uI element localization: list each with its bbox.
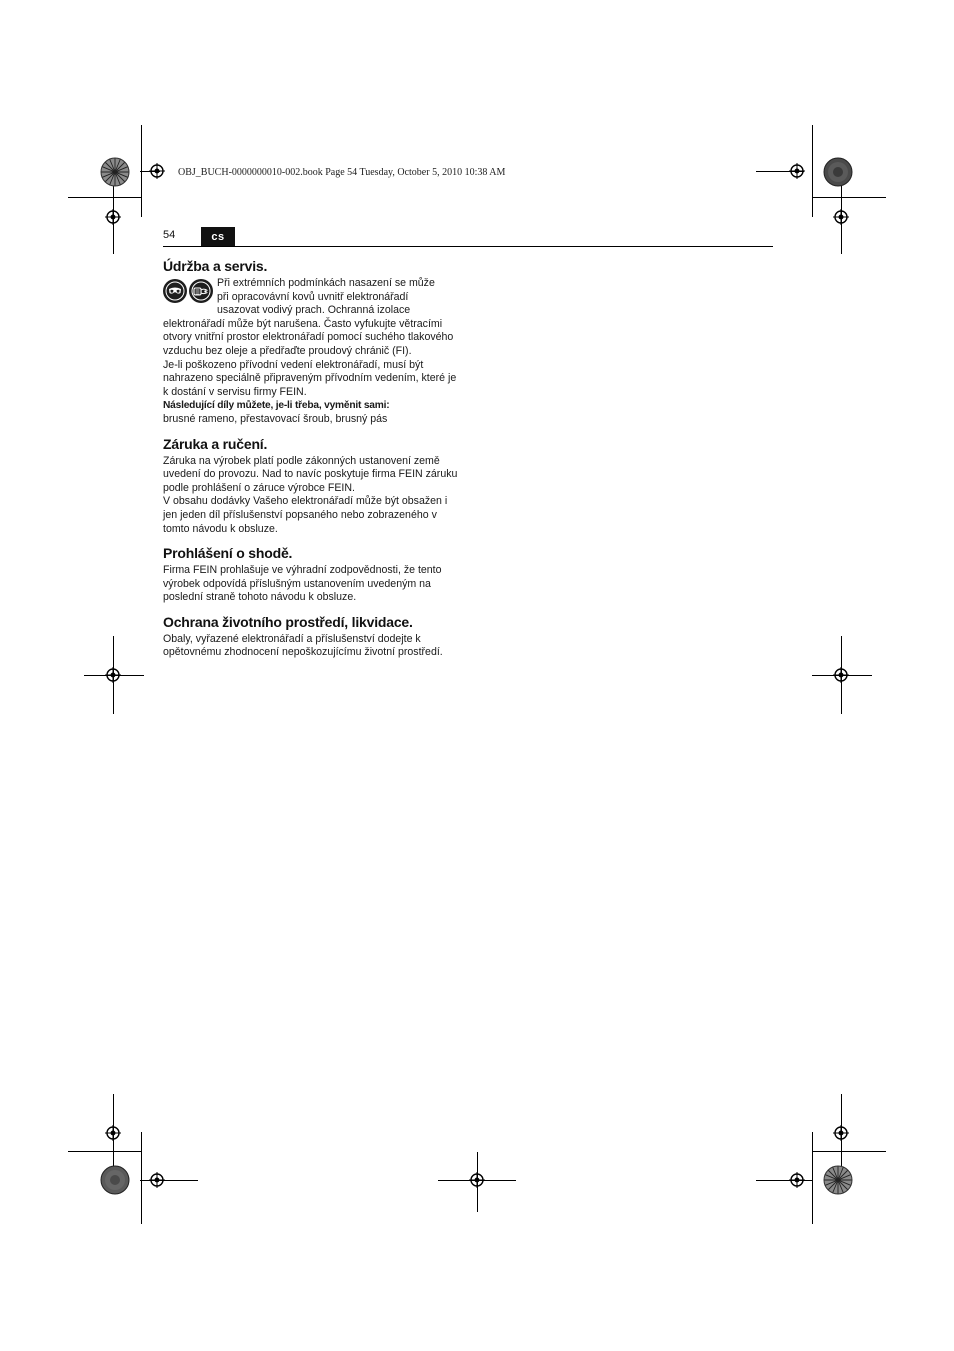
section-title: Ochrana životního prostředí, likvidace. [163, 613, 413, 630]
disposal-paragraph: Obaly, vyřazené elektronářadí a příslušenství dodejte k opětovnému zhodnocení nepoškozujícímu životní prostředí. [163, 632, 443, 659]
safety-icons [163, 277, 217, 318]
cable-paragraph: Je-li poškozeno přívodní vedení elektronářadí, musí být nahrazeno speciálně připraveným přívodním vedením, které je k dostání v servisu firmy FEIN. [163, 358, 457, 398]
intro-line: při opracovávní kovů uvnitř elektronářadí [217, 290, 409, 303]
intro-text [217, 277, 459, 318]
dust-mask-icon [189, 279, 213, 303]
registration-mark-icon [833, 1125, 849, 1141]
registration-mark-icon [105, 1125, 121, 1141]
registration-mark-icon [105, 667, 121, 683]
page-number: 54 [163, 229, 176, 241]
safety-goggles-icon [163, 279, 187, 303]
book-info-line: OBJ_BUCH-0000000010-002.book Page 54 Tuesday, October 5, 2010 10:38 AM [178, 167, 506, 178]
registration-mark-icon [469, 1172, 485, 1188]
registration-mark-icon [833, 667, 849, 683]
maintenance-paragraph: elektronářadí může být narušena. Často vyfukujte větracími otvory vnitřní prostor elektronářadí pomocí suchého tlakového vzduchu bez oleje a předřaďte proudový chránič (FI). [163, 317, 454, 357]
replaceable-parts-list: brusné rameno, přestavovací šroub, brusný pás [163, 412, 388, 425]
delivery-paragraph: V obsahu dodávky Vašeho elektronářadí může být obsažen i jen jeden díl příslušenství popsaného nebo zobrazeného v tomto návodu k obsluze. [163, 495, 448, 535]
section-title: Záruka a ručení. [163, 435, 268, 452]
star-target-icon [823, 1165, 853, 1195]
section-environment [163, 614, 459, 660]
section-maintenance [163, 258, 459, 427]
registration-mark-icon [149, 163, 165, 179]
section-title: Prohlášení o shodě. [163, 545, 293, 562]
content-column [163, 258, 459, 660]
section-warranty [163, 436, 459, 537]
star-target-icon [100, 1165, 130, 1195]
registration-mark-icon [105, 209, 121, 225]
warranty-paragraph: Záruka na výrobek platí podle zákonných ustanovení země uvedení do provozu. Nad to navíc poskytuje firma FEIN záruku podle prohlášení o záruce výrobce FEIN. [163, 454, 458, 494]
header-rule [163, 246, 773, 247]
star-target-icon [823, 157, 853, 187]
registration-mark-icon [833, 209, 849, 225]
registration-mark-icon [149, 1172, 165, 1188]
registration-mark-icon [789, 163, 805, 179]
section-declaration [163, 545, 459, 605]
safety-notice [163, 277, 459, 318]
intro-line: Při extrémních podmínkách nasazení se může [217, 277, 435, 289]
star-target-icon [100, 157, 130, 187]
language-tab: cs [201, 227, 235, 247]
registration-mark-icon [789, 1172, 805, 1188]
section-title: Údržba a servis. [163, 258, 268, 274]
intro-line: usazovat vodivý prach. Ochranná izolace [217, 304, 411, 317]
replaceable-parts-label: Následující díly můžete, je-li třeba, vyměnit sami: [163, 400, 390, 412]
declaration-paragraph: Firma FEIN prohlašuje ve výhradní zodpovědnosti, že tento výrobek odpovídá příslušným ustanovením uvedeným na poslední straně tohoto návodu k obsluze. [163, 564, 442, 604]
